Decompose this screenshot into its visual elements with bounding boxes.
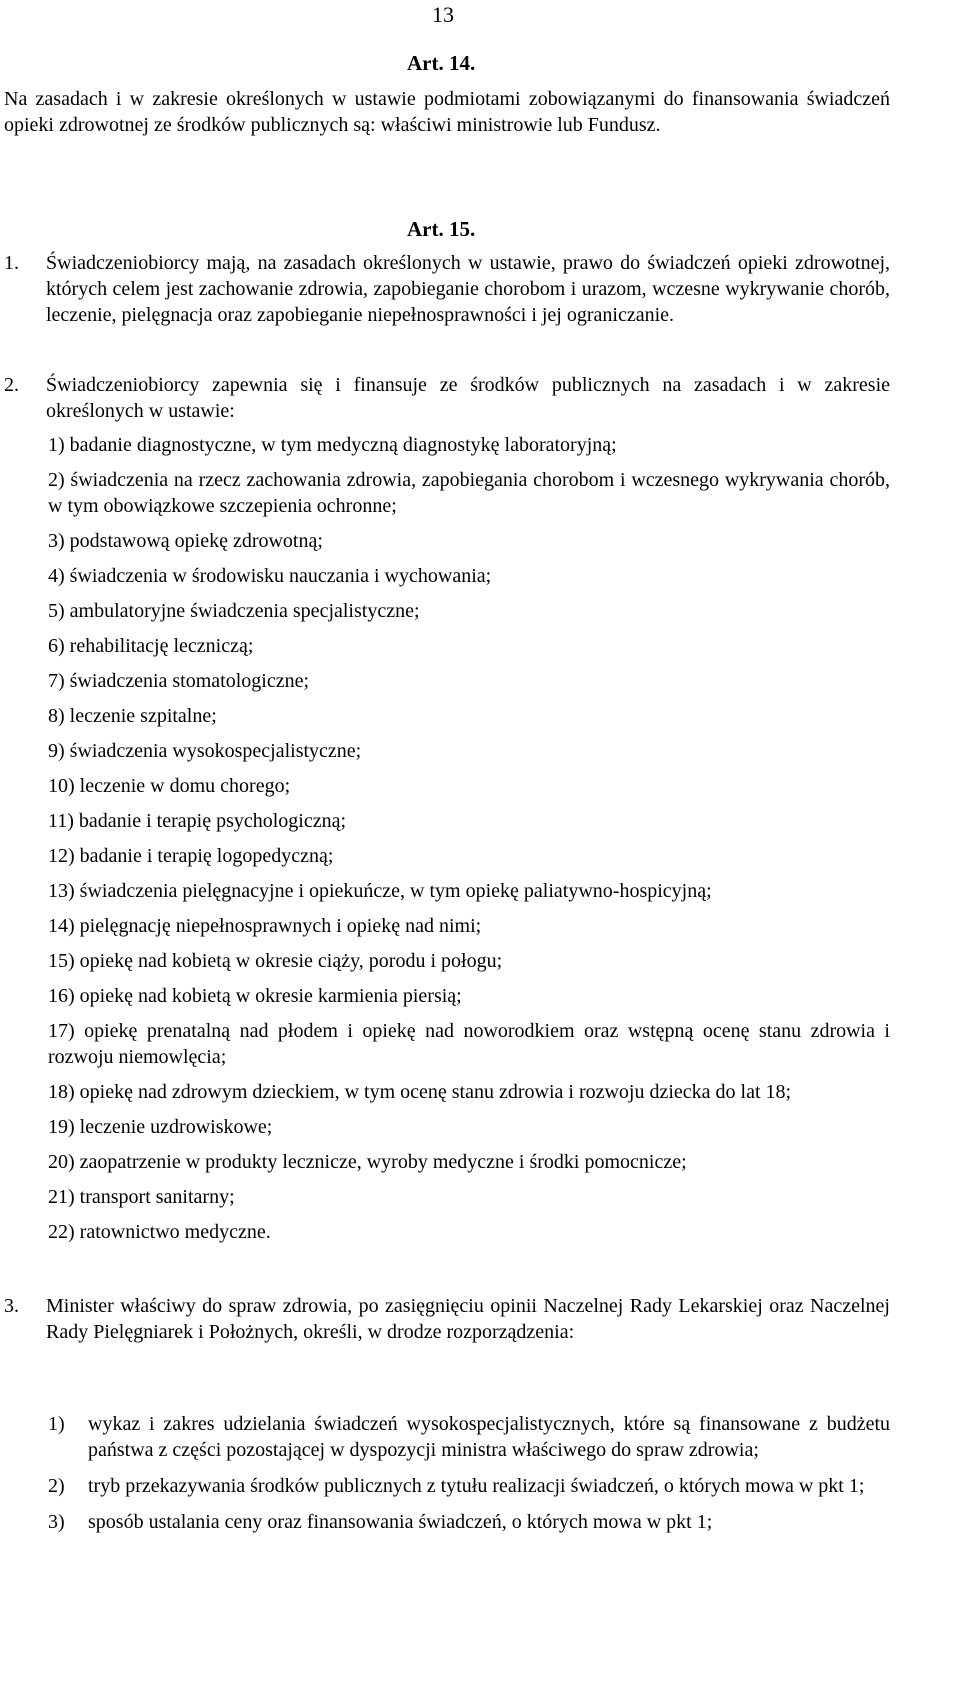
paragraph-text: Świadczeniobiorcy mają, na zasadach określonych w ustawie, prawo do świadczeń opieki zdrowotnej, których celem jest zachowanie zdrowia, zapobieganie chorobom i urazom, wczesne wykrywanie chorób, leczenie, pielęgnacja oraz zapobieganie niepełnosprawności i jej ograniczanie. xyxy=(46,252,890,326)
list-item-text: sposób ustalania ceny oraz finansowania świadczeń, o których mowa w pkt 1; xyxy=(88,1511,713,1533)
list-item: 2) świadczenia na rzecz zachowania zdrowia, zapobiegania chorobom i wczesnego wykrywania chorób, w tym obowiązkowe szczepienia ochronne; xyxy=(48,469,890,517)
paragraph-text: Minister właściwy do spraw zdrowia, po zasięgnięciu opinii Naczelnej Rady Lekarskiej oraz Naczelnej Rady Pielęgniarek i Położnych, określi, w drodze rozporządzenia: xyxy=(46,1295,890,1343)
paragraph-number: 2. xyxy=(4,374,19,396)
article-14-title: Art. 14. xyxy=(407,51,476,75)
article-15-paragraph-3 xyxy=(4,1293,890,1345)
list-item-number: 3) xyxy=(48,1511,65,1533)
page-number: 13 xyxy=(432,2,454,27)
list-item: 7) świadczenia stomatologiczne; xyxy=(48,670,310,692)
list-item: 11) badanie i terapię psychologiczną; xyxy=(48,810,347,832)
list-item: 13) świadczenia pielęgnacyjne i opiekuńcze, w tym opiekę paliatywno-hospicyjną; xyxy=(48,880,712,902)
list-item-text: tryb przekazywania środków publicznych z tytułu realizacji świadczeń, o których mowa w pkt 1; xyxy=(88,1475,865,1497)
list-item: 6) rehabilitację leczniczą; xyxy=(48,635,254,657)
list-item-number: 1) xyxy=(48,1413,65,1435)
paragraph-number: 1. xyxy=(4,252,19,274)
list-item: 18) opiekę nad zdrowym dzieckiem, w tym ocenę stanu zdrowia i rozwoju dziecka do lat 18; xyxy=(48,1081,792,1103)
paragraph-3-list xyxy=(48,1411,890,1535)
list-item: 3) podstawową opiekę zdrowotną; xyxy=(48,530,323,552)
list-item: 15) opiekę nad kobietą w okresie ciąży, porodu i połogu; xyxy=(48,950,503,972)
list-item: 9) świadczenia wysokospecjalistyczne; xyxy=(48,740,362,762)
list-item xyxy=(48,1509,890,1535)
list-item: 12) badanie i terapię logopedyczną; xyxy=(48,845,334,867)
list-item xyxy=(48,1411,890,1463)
article-15-paragraph-1 xyxy=(4,250,890,328)
paragraph-text: Świadczeniobiorcy zapewnia się i finansuje ze środków publicznych na zasadach i w zakresie określonych w ustawie: xyxy=(46,374,890,422)
list-item: 1) badanie diagnostyczne, w tym medyczną diagnostykę laboratoryjną; xyxy=(48,434,617,456)
list-item: 17) opiekę prenatalną nad płodem i opiekę nad noworodkiem oraz wstępną ocenę stanu zdrowia i rozwoju niemowlęcia; xyxy=(48,1020,890,1068)
list-item: 4) świadczenia w środowisku nauczania i wychowania; xyxy=(48,565,492,587)
list-item: 19) leczenie uzdrowiskowe; xyxy=(48,1116,273,1138)
list-item: 21) transport sanitarny; xyxy=(48,1186,235,1208)
list-item: 10) leczenie w domu chorego; xyxy=(48,775,291,797)
list-item: 20) zaopatrzenie w produkty lecznicze, wyroby medyczne i środki pomocnicze; xyxy=(48,1151,687,1173)
paragraph-2-list xyxy=(48,432,890,1245)
list-item-text: wykaz i zakres udzielania świadczeń wysokospecjalistycznych, które są finansowane z budżetu państwa z części pozostającej w dyspozycji ministra właściwego do spraw zdrowia; xyxy=(88,1413,890,1461)
list-item xyxy=(48,1473,890,1499)
article-14-text: Na zasadach i w zakresie określonych w ustawie podmiotami zobowiązanymi do finansowania świadczeń opieki zdrowotnej ze środków publicznych są: właściwi ministrowie lub Fundusz. xyxy=(4,88,890,136)
article-15-paragraph-2 xyxy=(4,372,890,424)
paragraph-number: 3. xyxy=(4,1295,19,1317)
list-item: 22) ratownictwo medyczne. xyxy=(48,1221,271,1243)
article-15-title: Art. 15. xyxy=(407,217,476,241)
list-item: 8) leczenie szpitalne; xyxy=(48,705,217,727)
list-item-number: 2) xyxy=(48,1475,65,1497)
list-item: 5) ambulatoryjne świadczenia specjalistyczne; xyxy=(48,600,420,622)
list-item: 16) opiekę nad kobietą w okresie karmienia piersią; xyxy=(48,985,462,1007)
list-item: 14) pielęgnację niepełnosprawnych i opiekę nad nimi; xyxy=(48,915,482,937)
